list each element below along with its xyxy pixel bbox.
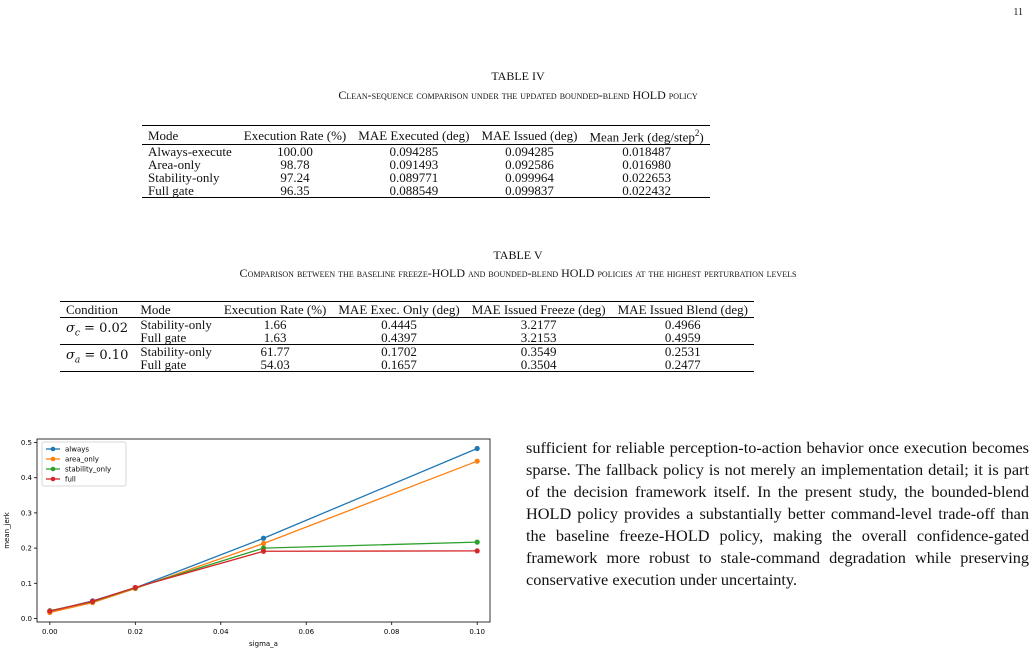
series-point-area_only xyxy=(475,459,480,464)
table4-caption: Clean-sequence comparison under the updated bounded-blend HOLD policy xyxy=(338,88,698,102)
legend-label-full: full xyxy=(65,475,76,484)
x-tick-label: 0.04 xyxy=(212,628,229,636)
series-point-area_only xyxy=(261,541,266,546)
table5-row xyxy=(60,331,754,345)
table5-condition: $\sigma_a = 0.10$ xyxy=(60,345,134,372)
table5-cell: 0.4397 xyxy=(381,330,417,345)
table5-cell: 0.3504 xyxy=(466,358,612,372)
table5-cell: 3.2153 xyxy=(520,330,557,345)
legend-marker-stability_only xyxy=(51,467,56,472)
table5-label: TABLE V xyxy=(493,248,543,262)
table5-cell: 0.4966 xyxy=(612,318,754,332)
table4-cell: 0.089771 xyxy=(389,170,439,186)
series-point-full xyxy=(90,599,95,604)
table4-cell: Area-only xyxy=(148,157,201,173)
table5-cell: Full gate xyxy=(134,358,218,372)
table5-cell: Full gate xyxy=(140,330,187,345)
table4-cell: 97.24 xyxy=(280,170,310,186)
y-tick-label: 0.1 xyxy=(20,579,32,588)
table4-cell: 0.018487 xyxy=(622,144,671,160)
table4-cell: 0.099837 xyxy=(475,184,583,198)
legend-marker-always xyxy=(51,447,56,452)
table4-label: TABLE IV xyxy=(491,69,545,83)
table5-cell: 61.77 xyxy=(218,345,333,359)
table5-cell: 1.66 xyxy=(218,318,333,332)
y-tick-label: 0.5 xyxy=(20,439,32,448)
table5-row xyxy=(60,358,754,372)
table4 xyxy=(142,125,710,198)
series-point-always xyxy=(261,536,266,541)
table4-header: MAE Issued (deg) xyxy=(475,126,583,145)
table4-header: Execution Rate (%) xyxy=(238,126,353,145)
table5-cell: 0.4959 xyxy=(664,330,701,345)
table5-header: Condition xyxy=(60,302,134,318)
table4-cell: 98.78 xyxy=(280,157,310,173)
table4-cell: 0.022432 xyxy=(584,184,710,198)
x-tick-label: 0.06 xyxy=(298,628,315,636)
table5-header: MAE Exec. Only (deg) xyxy=(332,302,465,318)
table5-header-row xyxy=(60,302,754,318)
y-tick-label: 0.2 xyxy=(20,544,32,553)
series-point-full xyxy=(475,548,480,553)
series-point-full xyxy=(47,608,52,613)
table4-cell: 96.35 xyxy=(238,184,353,198)
table4-cell: 0.016980 xyxy=(622,157,671,173)
table5 xyxy=(60,301,754,372)
table4-cell: 0.094285 xyxy=(505,144,554,160)
table4-cell: Full gate xyxy=(142,184,238,198)
x-tick-label: 0.08 xyxy=(383,628,400,636)
table5-header: Mode xyxy=(134,302,218,318)
table5-cell: 0.2531 xyxy=(612,345,754,359)
table5-caption: Comparison between the baseline freeze-HOLD and bounded-blend HOLD policies at the highest perturbation levels xyxy=(239,266,797,280)
table5-cell: 0.1657 xyxy=(332,358,465,372)
table5-cell: 0.2477 xyxy=(612,358,754,372)
table5-row xyxy=(60,318,754,332)
x-axis-label: sigma_a xyxy=(249,640,278,648)
table5-cell: Stability-only xyxy=(134,318,218,332)
series-line-full xyxy=(50,551,477,611)
table5-header: Execution Rate (%) xyxy=(218,302,333,318)
mean-jerk-chart xyxy=(0,426,500,656)
series-point-full xyxy=(261,549,266,554)
table4-header-row xyxy=(142,126,710,145)
x-tick-label: 0.10 xyxy=(469,628,485,636)
legend-label-always: always xyxy=(65,445,90,454)
table4-row xyxy=(142,145,710,159)
table4-cell: 0.088549 xyxy=(352,184,475,198)
y-tick-label: 0.3 xyxy=(20,509,32,518)
table4-header: Mode xyxy=(142,126,238,145)
y-tick-label: 0.0 xyxy=(20,614,32,623)
table4-header: Mean Jerk (deg/step$^2$) xyxy=(584,126,710,145)
x-tick-label: 0.02 xyxy=(127,628,144,636)
legend-label-stability_only: stability_only xyxy=(65,465,112,474)
table5-header: MAE Issued Blend (deg) xyxy=(612,302,754,318)
body-paragraph: sufficient for reliable perception-to-action behavior once execution becomes sparse. The fallback policy is not merely an implementation detail; it is part of the decision framework itself. In the present study, the bounded-blend HOLD policy provides a substantially better command-level trade-off than the baseline freeze-HOLD policy, making the overall confidence-gated framework more robust to stale-command degradation while preserving conservative execution under uncertainty. xyxy=(526,438,1029,589)
x-tick-label: 0.00 xyxy=(42,628,58,636)
table4-cell: Always-execute xyxy=(148,144,232,160)
table4-cell: 0.022653 xyxy=(622,170,671,186)
table5-cell: 3.2177 xyxy=(466,318,612,332)
table4-row xyxy=(142,184,710,198)
table5-header: MAE Issued Freeze (deg) xyxy=(466,302,612,318)
table4-cell: 0.099964 xyxy=(505,170,554,186)
legend-marker-area_only xyxy=(51,457,56,462)
legend-marker-full xyxy=(51,477,56,482)
table5-cell: 0.4445 xyxy=(332,318,465,332)
table5-cell: 1.63 xyxy=(263,330,287,345)
table5-cell: 0.3549 xyxy=(466,345,612,359)
table4-header: MAE Executed (deg) xyxy=(352,126,475,145)
table5-row xyxy=(60,345,754,359)
table5-condition: $\sigma_c = 0.02$ xyxy=(60,318,134,345)
table4-cell: 0.091493 xyxy=(389,157,439,173)
table4-cell: Stability-only xyxy=(148,170,220,186)
table4-cell: 0.094285 xyxy=(389,144,439,160)
page-number: 11 xyxy=(1013,7,1023,18)
table5-cell: 54.03 xyxy=(218,358,333,372)
series-point-always xyxy=(475,446,480,451)
y-axis-label: mean_jerk xyxy=(3,512,11,549)
table4-cell: 100.00 xyxy=(277,144,313,160)
table4-cell: 0.092586 xyxy=(505,157,554,173)
series-point-full xyxy=(133,585,138,590)
legend-label-area_only: area_only xyxy=(65,455,99,464)
table5-cell: 0.1702 xyxy=(332,345,465,359)
table5-cell: Stability-only xyxy=(134,345,218,359)
y-tick-label: 0.4 xyxy=(20,474,32,483)
series-point-stability_only xyxy=(475,540,480,545)
